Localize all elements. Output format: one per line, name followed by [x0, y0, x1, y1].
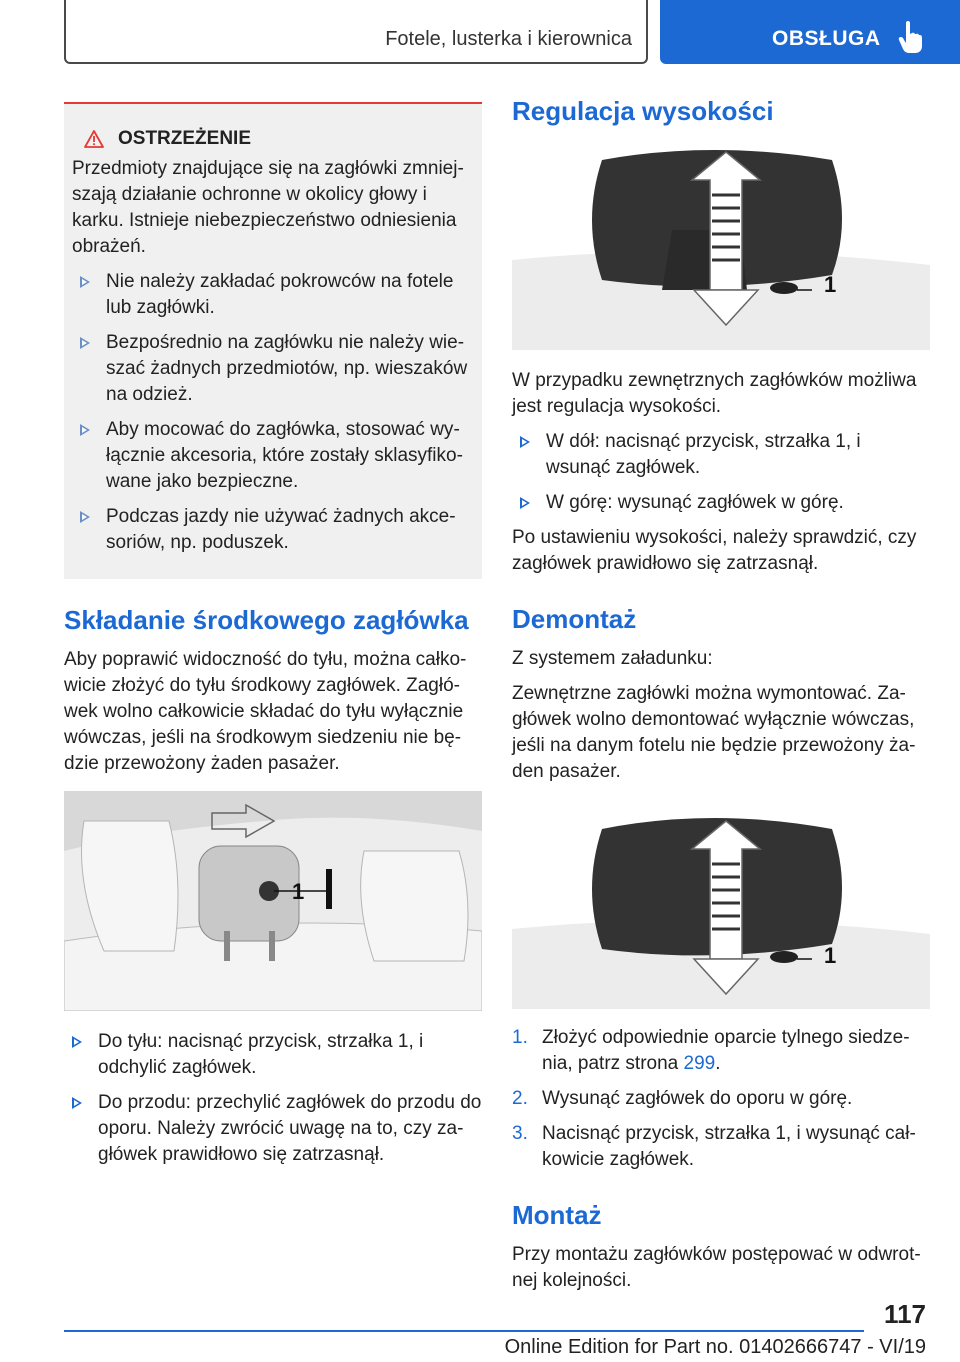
list-item: Podczas jazdy nie używać żadnych akcesoriów, np. poduszek. — [72, 504, 472, 556]
list-item: Do przodu: przechylić zagłówek do przodu do oporu. Należy zwrócić uwagę na to, czy zagłówek prawidłowo się zatrzasnął. — [64, 1090, 482, 1168]
warning-triangle-icon — [84, 130, 104, 148]
hand-pointer-icon — [896, 20, 926, 54]
footer-edition: Online Edition for Part no. 01402666747 - VI/19 — [504, 1336, 926, 1358]
headrest-height-illustration — [512, 140, 930, 350]
header-section-box — [64, 0, 648, 64]
list-item: 2. Wysunąć zagłówek do oporu w górę. — [512, 1088, 853, 1109]
height-after-text: Po ustawieniu wysokości, należy sprawdzić, czy zagłówek prawidłowo się zatrzasnął. — [512, 527, 917, 574]
list-item: Bezpośrednio na zagłówku nie należy wieszać żadnych przedmiotów, np. wieszaków na odzież. — [72, 330, 472, 408]
removal-text: Zewnętrzne zagłówki można wymontować. Zagłówek wolno demontować wyłącznie wówczas, jeśli na danym fotelu nie będzie przewożony żaden pasażer. — [512, 683, 916, 782]
list-item: Do tyłu: nacisnąć przycisk, strzałka 1, i odchylić zagłówek. — [64, 1029, 482, 1081]
list-item: Nie należy zakładać pokrowców na fotele lub zagłówki. — [72, 269, 472, 321]
warning-box — [64, 102, 482, 579]
list-item: W górę: wysunąć zagłówek w górę. — [512, 490, 930, 516]
headrest-removal-illustration — [512, 799, 930, 1009]
warning-title-text: OSTRZEŻENIE — [118, 128, 252, 149]
left-column — [64, 102, 482, 1177]
height-list — [512, 429, 930, 516]
figure-callout-label: 1 — [824, 943, 837, 968]
headrest-removal-figure — [512, 799, 930, 1009]
figure-callout-label: 1 — [824, 272, 837, 297]
mounting-heading: Montaż — [512, 1200, 602, 1230]
removal-heading: Demontaż — [512, 604, 637, 634]
warning-text: Przedmioty znajdujące się na zagłówki zmniejszają działanie ochronne w okolicy głowy i karku. Istnieje niebezpieczeństwo odniesienia obrażeń. — [72, 158, 464, 257]
removal-steps — [512, 1025, 930, 1173]
footer-divider — [64, 1330, 864, 1332]
right-column — [512, 96, 930, 1303]
page-link[interactable]: 299 — [683, 1053, 716, 1074]
height-text: W przypadku zewnętrznych zagłówków możliwa jest regulacja wysokości. — [512, 370, 917, 417]
rear-seat-figure — [64, 791, 482, 1011]
mounting-text: Przy montażu zagłówków postępować w odwrotnej kolejności. — [512, 1244, 921, 1291]
list-item: Aby mocować do zagłówka, stosować wyłącznie akcesoria, które zostały sklasyfikowane jako bezpieczne. — [72, 417, 472, 495]
headrest-height-figure — [512, 140, 930, 350]
list-item: 1. Złożyć odpowiednie oparcie tylnego siedzenia, patrz strona 299. — [512, 1027, 910, 1074]
list-item: 3. Nacisnąć przycisk, strzałka 1, i wysunąć całkowicie zagłówek. — [512, 1123, 916, 1170]
list-item: W dół: nacisnąć przycisk, strzałka 1, i wsunąć zagłówek. — [512, 429, 930, 481]
header-section-title: Fotele, lusterka i kierownica — [385, 28, 632, 50]
header-chapter-label: OBSŁUGA — [772, 27, 881, 50]
warning-list — [72, 269, 472, 556]
header-chapter-tab[interactable] — [660, 0, 960, 64]
folding-text: Aby poprawić widoczność do tyłu, można całkowicie złożyć do tyłu środkowy zagłówek. Zagłówek wolno całkowicie składać do tyłu wyłącznie wówczas, jeśli na środkowym siedzeniu nie będzie przewożony żaden pasażer. — [64, 649, 467, 774]
figure-callout-label: 1 — [292, 879, 305, 904]
folding-list — [64, 1029, 482, 1168]
folding-heading: Składanie środkowego zagłówka — [64, 605, 469, 635]
warning-title — [84, 126, 472, 152]
removal-intro: Z systemem załadunku: — [512, 648, 713, 669]
page-number: 117 — [884, 1299, 926, 1329]
rear-seat-illustration — [64, 791, 482, 1011]
height-heading: Regulacja wysokości — [512, 96, 774, 126]
